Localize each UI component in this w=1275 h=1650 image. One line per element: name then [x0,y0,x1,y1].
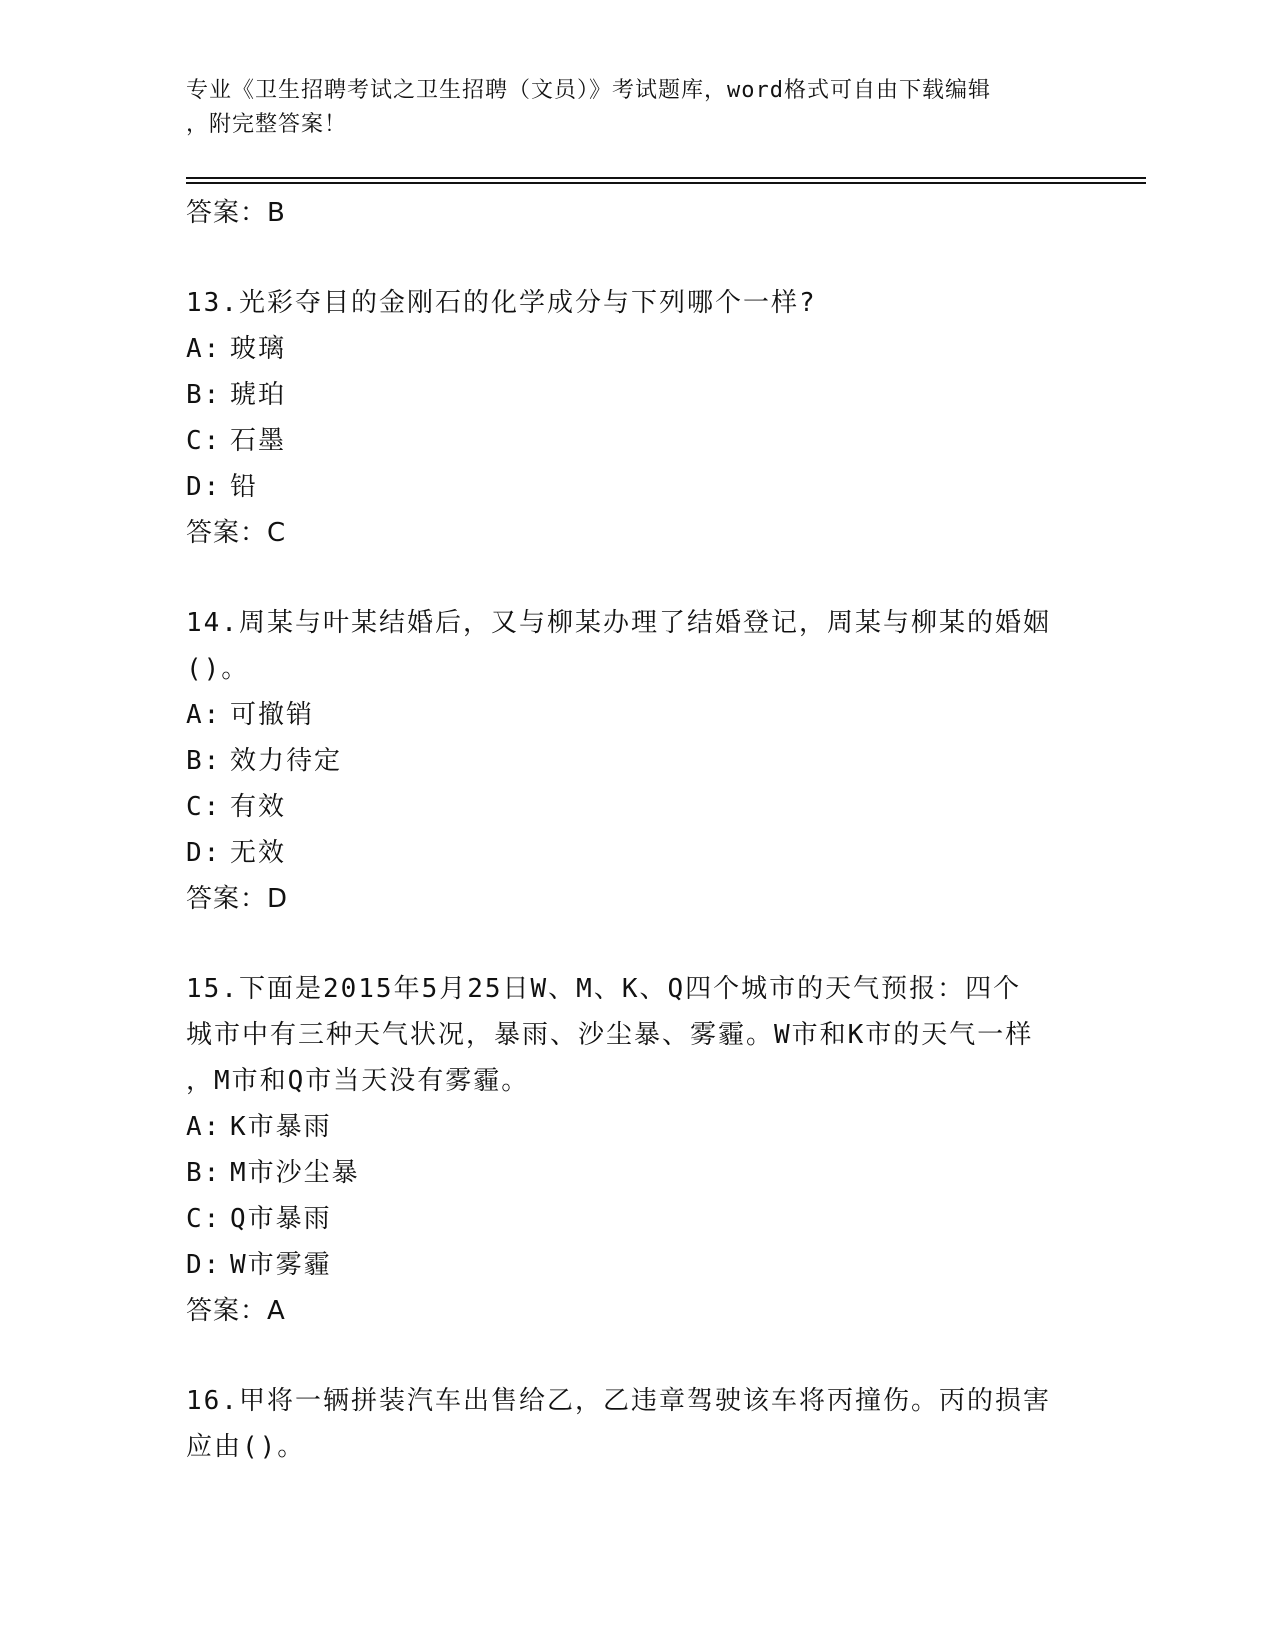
header-rule-top [186,177,1146,179]
option-b: B: 琥珀 [186,380,287,410]
header-line-2: ，附完整答案！ [186,112,348,137]
question-14 [186,556,1106,922]
answer-label: 答案：B [186,198,286,228]
answer-label: 答案：A [186,1296,286,1326]
header-line-1: 专业《卫生招聘考试之卫生招聘（文员）》考试题库，word格式可自由下载编辑 [186,78,991,103]
question-text: 16.甲将一辆拼装汽车出售给乙，乙违章驾驶该车将丙撞伤。丙的损害 [186,1386,1051,1416]
question-text: 13.光彩夺目的金刚石的化学成分与下列哪个一样? [186,288,817,318]
question-text: 城市中有三种天气状况，暴雨、沙尘暴、雾霾。W市和K市的天气一样 [186,1020,1034,1050]
option-b: B: 效力待定 [186,746,343,776]
option-d: D: 铅 [186,472,259,502]
question-15 [186,922,1106,1334]
option-b: B: M市沙尘暴 [186,1158,360,1188]
option-d: D: 无效 [186,838,287,868]
question-text: ()。 [186,654,250,684]
option-a: A: K市暴雨 [186,1112,332,1142]
question-16 [186,1334,1106,1470]
question-text: 14.周某与叶某结婚后，又与柳某办理了结婚登记，周某与柳某的婚姻 [186,608,1051,638]
header-rule-bottom [186,182,1146,184]
answer-label: 答案：D [186,884,289,914]
option-d: D: W市雾霾 [186,1250,332,1280]
option-c: C: 石墨 [186,426,287,456]
question-text: 应由()。 [186,1432,306,1462]
option-a: A: 玻璃 [186,334,287,364]
question-13 [186,236,1106,556]
question-text: ，M市和Q市当天没有雾霾。 [186,1066,530,1096]
option-c: C: 有效 [186,792,287,822]
question-text: 15.下面是2015年5月25日W、M、K、Q四个城市的天气预报：四个 [186,974,1022,1004]
question-list [186,190,1106,1470]
document-header [186,74,1066,142]
option-c: C: Q市暴雨 [186,1204,332,1234]
option-a: A: 可撤销 [186,700,315,730]
answer-label: 答案：C [186,518,287,548]
